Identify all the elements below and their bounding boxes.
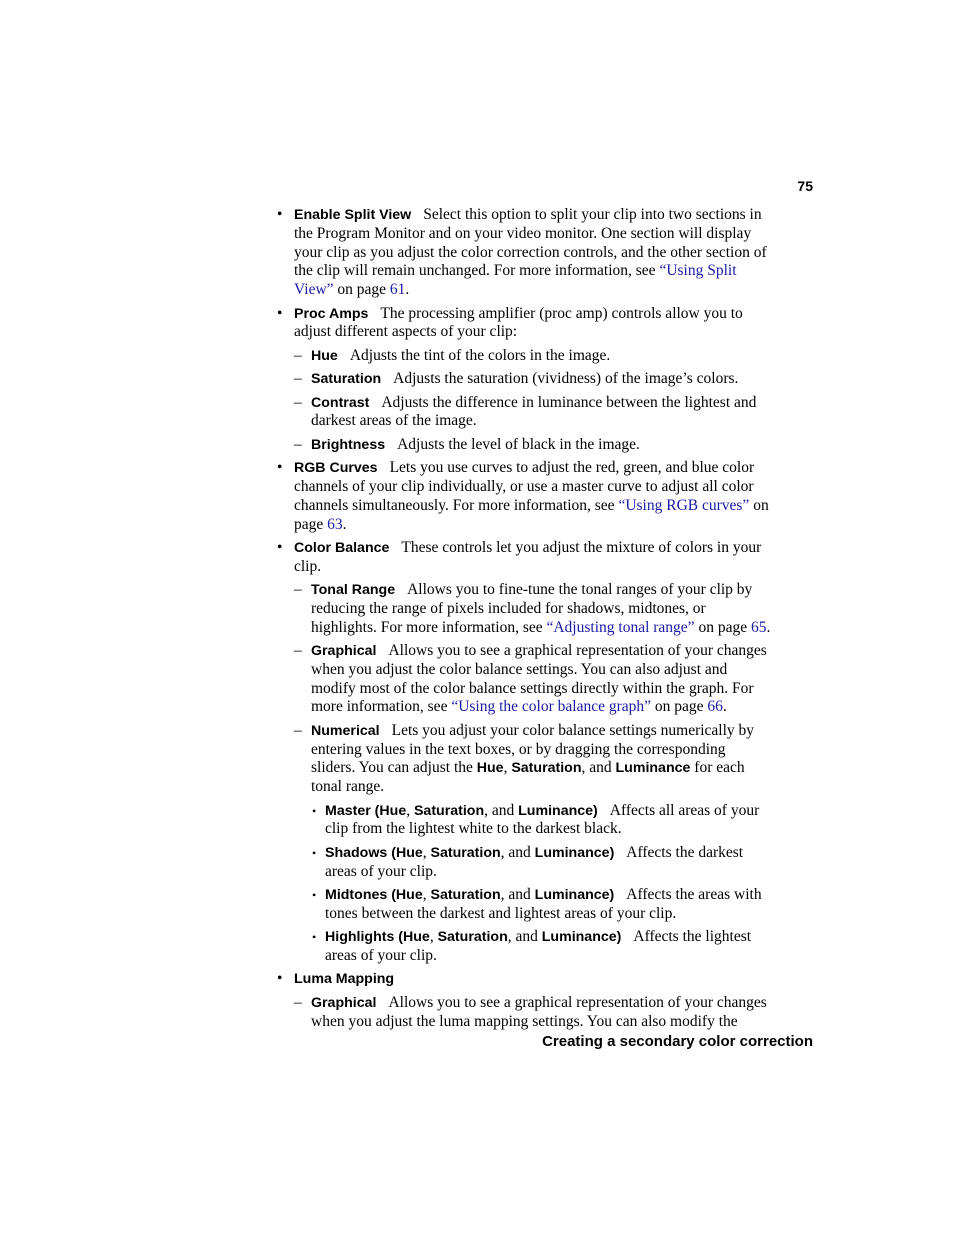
dash-marker: –	[294, 370, 302, 388]
bullet-marker: •	[312, 803, 317, 818]
dash-marker: –	[294, 581, 302, 599]
list-item-luma-mapping	[277, 970, 773, 989]
bullet-marker: •	[277, 459, 283, 477]
item-title: Shadows (Hue	[325, 844, 423, 861]
dash-marker: –	[294, 993, 302, 1011]
bullet-marker: •	[312, 845, 317, 860]
item-title: Contrast	[311, 394, 370, 411]
item-text: Select this option to split your clip into two sections in the Program Monitor and on your video monitor. One section will display your clip as you adjust the color correction controls, and the other section of the clip will remain unchanged. For more information, see	[294, 206, 767, 280]
item-text: The processing amplifier (proc amp) controls allow you to adjust different aspects of your clip:	[294, 304, 743, 341]
dash-marker: –	[294, 642, 302, 660]
bullet-marker: •	[277, 304, 283, 322]
item-text: Lets you use curves to adjust the red, green, and blue color channels of your clip individually, or use a master curve to adjust all color channels simultaneously. For more information, see	[294, 459, 755, 514]
page-link[interactable]: 61	[389, 281, 406, 299]
dash-marker: –	[294, 346, 302, 364]
item-text: Affects all areas of your clip from the lightest white to the darkest black.	[325, 801, 760, 838]
list-item-enable-split-view: • Enable Split View Select this option to split your clip into two sections in the Program Monitor and on your video monitor. One section will display your clip as you adjust the color correction controls, and the other section of the clip will remain unchanged. For more information, see “Using Split View” on page 61.	[277, 206, 767, 299]
item-title: Enable Split View	[294, 207, 412, 223]
list-item-numerical: – Numerical Lets you adjust your color balance settings numerically by entering values in the text boxes, or by dragging the corresponding sliders. You can adjust the Hue, Saturation, and Luminance for each tonal range.	[294, 721, 755, 796]
item-title: Saturation	[311, 371, 382, 388]
list-item-shadows: • Shadows (Hue, Saturation, and Luminance) Affects the darkest areas of your clip.	[312, 843, 744, 880]
cross-reference-link[interactable]: “Adjusting tonal range”	[546, 618, 695, 636]
list-item-luma-graphical	[277, 994, 773, 1032]
item-title: Tonal Range	[311, 582, 396, 599]
item-title: Graphical	[311, 643, 377, 660]
item-title: RGB Curves	[294, 460, 378, 477]
item-text: Affects the lightest areas of your clip.	[325, 928, 752, 964]
page-body	[277, 206, 773, 1036]
bullet-marker: •	[277, 206, 283, 223]
item-text: Adjusts the difference in luminance between the lightest and darkest areas of the image.	[311, 393, 757, 430]
list-item-hue	[277, 347, 773, 366]
list-item-rgb-curves: • RGB Curves Lets you use curves to adjust the red, green, and blue color channels of your clip individually, or use a master curve to adjust all color channels simultaneously. For more information, see “Using RGB curves” on page 63.	[277, 459, 769, 533]
item-text: Allows you to fine-tune the tonal ranges of your clip by reducing the range of pixels included for shadows, midtones, or highlights. For more information, see	[311, 581, 753, 636]
item-title: Brightness	[311, 436, 386, 453]
dash-marker: –	[294, 721, 302, 739]
list-item-contrast	[277, 394, 773, 432]
list-item-graphical: – Graphical Allows you to see a graphical representation of your changes when you adjust the color balance settings. You can also adjust and modify most of the color balance settings directly within the graph. For more information, see “Using the color balance graph” on page 66.	[294, 642, 767, 716]
bullet-marker: •	[277, 970, 283, 988]
list-item-brightness	[277, 436, 773, 455]
page-number: 75	[797, 178, 813, 194]
item-title: Numerical	[311, 722, 380, 739]
list-item-highlights: • Highlights (Hue, Saturation, and Luminance) Affects the lightest areas of your clip.	[312, 928, 752, 964]
dash-marker: –	[294, 435, 302, 453]
item-text: Allows you to see a graphical representation of your changes when you adjust the luma mapping settings. You can also modify the	[311, 993, 767, 1030]
item-title: Luma Mapping	[294, 971, 395, 988]
page-link[interactable]: 65	[750, 618, 767, 636]
item-text: Adjusts the tint of the colors in the image.	[349, 346, 611, 364]
item-title: Highlights (Hue	[325, 929, 430, 946]
list-item-tonal-range: – Tonal Range Allows you to fine-tune the tonal ranges of your clip by reducing the range of pixels included for shadows, midtones, or highlights. For more information, see “Adjusting tonal range” on page 65.	[294, 581, 771, 636]
bullet-marker: •	[312, 888, 317, 903]
item-text: Affects the areas with tones between the darkest and lightest areas of your clip.	[325, 886, 762, 922]
cross-reference-link[interactable]: “Using the color balance graph”	[451, 698, 652, 716]
item-text: Affects the darkest areas of your clip.	[325, 843, 744, 880]
list-item-color-balance	[277, 539, 773, 577]
cross-reference-link[interactable]: “Using Split View”	[294, 262, 737, 299]
list-item-saturation	[277, 370, 773, 389]
list-item-master: • Master (Hue, Saturation, and Luminance) Affects all areas of your clip from the lightest white to the darkest black.	[312, 801, 760, 838]
item-title: Proc Amps	[294, 305, 369, 322]
list-item-proc-amps	[277, 305, 773, 343]
bullet-marker: •	[312, 930, 317, 945]
running-footer: Creating a secondary color correction	[542, 1033, 813, 1050]
item-title: Color Balance	[294, 539, 390, 556]
bullet-marker: •	[277, 538, 283, 556]
item-title: Hue	[311, 347, 338, 364]
item-text: Lets you adjust your color balance settings numerically by entering values in the text boxes, or by dragging the corresponding sliders. You can adjust the	[311, 721, 755, 777]
item-text: Adjusts the saturation (vividness) of the image’s colors.	[393, 370, 739, 388]
item-text: These controls let you adjust the mixture of colors in your clip.	[294, 538, 762, 575]
page-link[interactable]: 63	[327, 515, 343, 533]
list-item-midtones: • Midtones (Hue, Saturation, and Luminance) Affects the areas with tones between the darkest and lightest areas of your clip.	[312, 886, 762, 922]
item-text: Allows you to see a graphical representation of your changes when you adjust the color balance settings. You can also adjust and modify most of the color balance settings directly within the graph. For more information, see	[311, 642, 767, 716]
item-title: Midtones (Hue	[325, 887, 423, 904]
page-link[interactable]: 66	[707, 698, 723, 716]
item-title: Graphical	[311, 994, 377, 1011]
cross-reference-link[interactable]: “Using RGB curves”	[618, 496, 750, 514]
item-text: Adjusts the level of black in the image.	[397, 435, 640, 453]
item-title: Master (Hue	[325, 802, 407, 819]
dash-marker: –	[294, 393, 302, 411]
